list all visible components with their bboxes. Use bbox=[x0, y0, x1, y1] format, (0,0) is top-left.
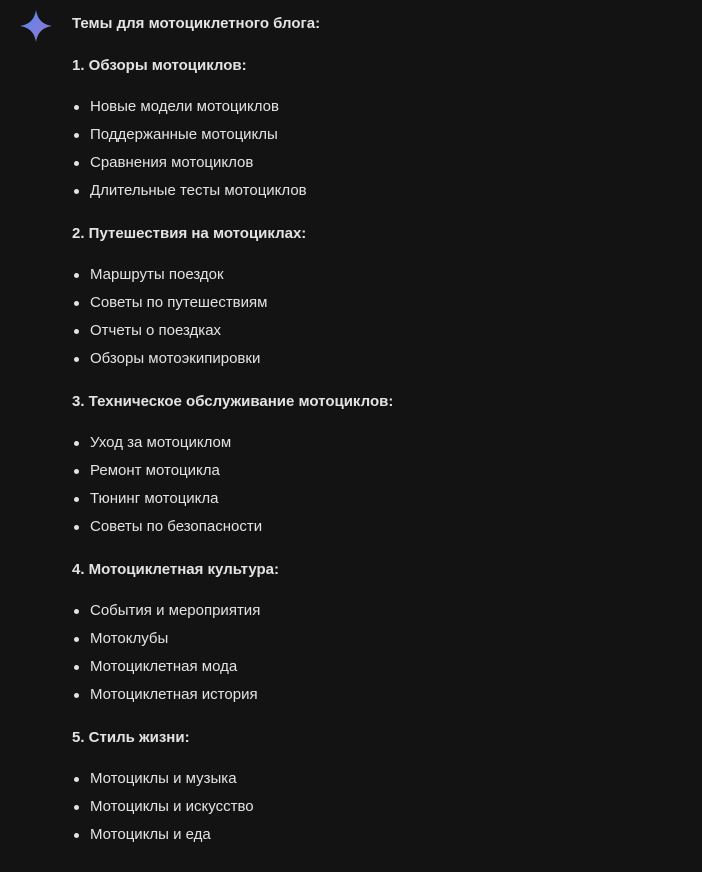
list-item-text: Мотоклубы bbox=[90, 630, 169, 647]
list-item bbox=[72, 293, 682, 313]
list-item-text: Сравнения мотоциклов bbox=[90, 154, 254, 171]
list-item bbox=[72, 489, 682, 509]
section-title: 1. Обзоры мотоциклов: bbox=[72, 57, 247, 74]
bullet-list bbox=[72, 769, 682, 845]
bullet-icon bbox=[74, 273, 79, 278]
list-item bbox=[72, 685, 682, 705]
list-item-text: Мотоциклы и музыка bbox=[90, 770, 237, 787]
list-item-text: Ремонт мотоцикла bbox=[90, 462, 220, 479]
list-item bbox=[72, 181, 682, 201]
list-item-text: Длительные тесты мотоциклов bbox=[90, 182, 307, 199]
response-content bbox=[72, 14, 682, 868]
list-item-text: Поддержанные мотоциклы bbox=[90, 126, 278, 143]
list-item-text: Уход за мотоциклом bbox=[90, 434, 232, 451]
bullet-icon bbox=[74, 301, 79, 306]
list-item-text: Мотоциклетная мода bbox=[90, 658, 238, 675]
list-item bbox=[72, 769, 682, 789]
list-item bbox=[72, 97, 682, 117]
section-reviews bbox=[72, 56, 682, 201]
list-item bbox=[72, 433, 682, 453]
list-item-text: Мотоциклы и еда bbox=[90, 826, 211, 843]
list-item bbox=[72, 825, 682, 845]
response-intro: Темы для мотоциклетного блога: bbox=[72, 15, 321, 32]
list-item bbox=[72, 601, 682, 621]
bullet-icon bbox=[74, 357, 79, 362]
bullet-icon bbox=[74, 805, 79, 810]
list-item-text: События и мероприятия bbox=[90, 602, 261, 619]
bullet-icon bbox=[74, 525, 79, 530]
list-item bbox=[72, 657, 682, 677]
section-maintenance bbox=[72, 392, 682, 537]
list-item bbox=[72, 629, 682, 649]
list-item-text: Обзоры мотоэкипировки bbox=[90, 350, 261, 367]
bullet-icon bbox=[74, 777, 79, 782]
list-item bbox=[72, 517, 682, 537]
list-item-text: Советы по путешествиям bbox=[90, 294, 268, 311]
list-item bbox=[72, 349, 682, 369]
list-item-text: Отчеты о поездках bbox=[90, 322, 222, 339]
section-title: 3. Техническое обслуживание мотоциклов: bbox=[72, 393, 394, 410]
section-title: 2. Путешествия на мотоциклах: bbox=[72, 225, 307, 242]
bullet-icon bbox=[74, 189, 79, 194]
list-item-text: Мотоциклы и искусство bbox=[90, 798, 254, 815]
section-lifestyle bbox=[72, 728, 682, 845]
bullet-list bbox=[72, 265, 682, 369]
bullet-icon bbox=[74, 637, 79, 642]
bullet-icon bbox=[74, 105, 79, 110]
list-item bbox=[72, 461, 682, 481]
bullet-icon bbox=[74, 693, 79, 698]
section-travel bbox=[72, 224, 682, 369]
list-item bbox=[72, 321, 682, 341]
bullet-list bbox=[72, 97, 682, 201]
list-item bbox=[72, 125, 682, 145]
bullet-icon bbox=[74, 609, 79, 614]
bullet-icon bbox=[74, 329, 79, 334]
list-item-text: Маршруты поездок bbox=[90, 266, 224, 283]
bullet-icon bbox=[74, 497, 79, 502]
bullet-icon bbox=[74, 133, 79, 138]
gemini-sparkle-icon bbox=[19, 9, 53, 43]
list-item bbox=[72, 797, 682, 817]
bullet-icon bbox=[74, 441, 79, 446]
bullet-list bbox=[72, 433, 682, 537]
bullet-icon bbox=[74, 161, 79, 166]
bullet-icon bbox=[74, 665, 79, 670]
bullet-icon bbox=[74, 833, 79, 838]
bullet-icon bbox=[74, 469, 79, 474]
list-item-text: Советы по безопасности bbox=[90, 518, 263, 535]
list-item bbox=[72, 265, 682, 285]
list-item-text: Тюнинг мотоцикла bbox=[90, 490, 219, 507]
bullet-list bbox=[72, 601, 682, 705]
list-item-text: Новые модели мотоциклов bbox=[90, 98, 279, 115]
list-item-text: Мотоциклетная история bbox=[90, 686, 258, 703]
section-title: 4. Мотоциклетная культура: bbox=[72, 561, 279, 578]
section-culture bbox=[72, 560, 682, 705]
section-title: 5. Стиль жизни: bbox=[72, 729, 190, 746]
list-item bbox=[72, 153, 682, 173]
